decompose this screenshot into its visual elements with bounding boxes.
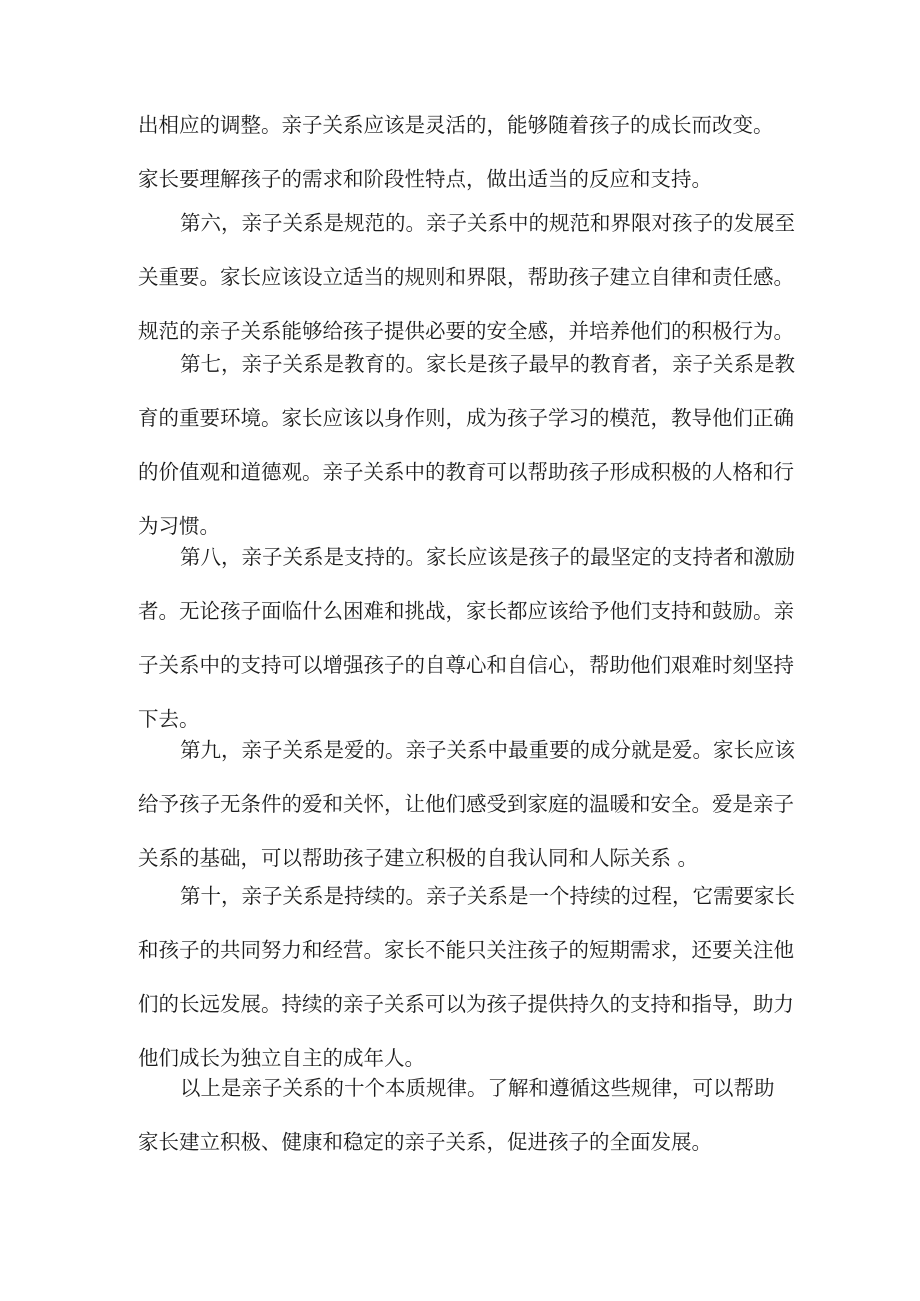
- paragraph-ninth: [138, 723, 795, 885]
- text-line: 者。无论孩子面临什么困难和挑战，家长都应该给予他们支持和鼓励。亲: [138, 599, 794, 623]
- text-line: 为习惯。: [138, 514, 220, 538]
- text-line: 给予孩子无条件的爱和关怀，让他们感受到家庭的温暖和安全。爱是亲子: [138, 792, 794, 816]
- paragraph-seventh: [138, 337, 795, 553]
- text-line: 规范的亲子关系能够给孩子提供必要的安全感，并培养他们的积极行为。: [138, 319, 794, 343]
- text-line: 关系的基础，可以帮助孩子建立积极的自我认同和人际关系 。: [138, 846, 699, 870]
- paragraph-eighth: [138, 530, 795, 746]
- text-line: 的价值观和道德观。亲子关系中的教育可以帮助孩子形成积极的人格和行: [138, 460, 794, 484]
- text-line: 第七，亲子关系是教育的。家长是孩子最早的教育者，亲子关系是教: [180, 352, 795, 376]
- paragraph-continuation: [138, 98, 788, 206]
- text-line: 关重要。家长应该设立适当的规则和界限，帮助孩子建立自律和责任感。: [138, 265, 794, 289]
- paragraph-sixth: [138, 196, 795, 358]
- text-line: 家长建立积极、健康和稳定的亲子关系，促进孩子的全面发展。: [138, 1130, 712, 1154]
- text-line: 育的重要环境。家长应该以身作则，成为孩子学习的模范，教导他们正确: [138, 406, 794, 430]
- text-line: 子关系中的支持可以增强孩子的自尊心和自信心，帮助他们艰难时刻坚持: [138, 653, 794, 677]
- text-line: 第六，亲子关系是规范的。亲子关系中的规范和界限对孩子的发展至: [180, 211, 795, 235]
- text-line: 出相应的调整。亲子关系应该是灵活的，能够随着孩子的成长而改变。: [138, 113, 774, 137]
- text-line: 们的长远发展。持续的亲子关系可以为孩子提供持久的支持和指导，助力: [138, 992, 794, 1016]
- text-line: 下去。: [138, 707, 200, 731]
- paragraph-conclusion: [138, 1061, 788, 1169]
- text-line: 第九，亲子关系是爱的。亲子关系中最重要的成分就是爱。家长应该: [180, 738, 795, 762]
- text-line: 和孩子的共同努力和经营。家长不能只关注孩子的短期需求，还要关注他: [138, 938, 794, 962]
- text-line: 他们成长为独立自主的成年人。: [138, 1046, 425, 1070]
- text-line: 家长要理解孩子的需求和阶段性特点，做出适当的反应和支持。: [138, 167, 712, 191]
- text-line: 第十，亲子关系是持续的。亲子关系是一个持续的过程，它需要家长: [180, 884, 795, 908]
- text-line: 第八，亲子关系是支持的。家长应该是孩子的最坚定的支持者和激励: [180, 545, 795, 569]
- paragraph-tenth: [138, 869, 795, 1085]
- text-line: 以上是亲子关系的十个本质规律。了解和遵循这些规律，可以帮助: [180, 1076, 775, 1100]
